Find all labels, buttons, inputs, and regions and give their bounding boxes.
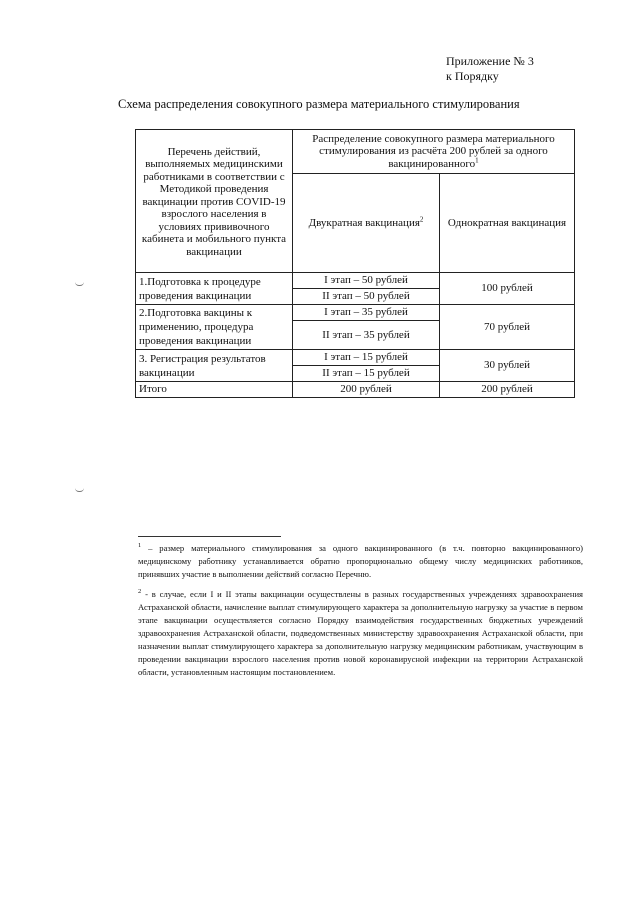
table-header-row (136, 130, 575, 174)
single-amount: 30 рублей (440, 350, 575, 382)
footnote-1-mark: 1 (138, 542, 142, 550)
footnote-2 (138, 588, 583, 679)
footnote-1-text: – размер материального стимулирования за одного вакцинированного (в т.ч. повторно вакцинированного) медицинскому работнику устанавливается обратно пропорционально общему числу медицинских работников, принявших участие в выполнении действий согласно Перечню. (138, 543, 583, 579)
footnote-1 (138, 542, 583, 581)
appendix-order: к Порядку (446, 69, 499, 83)
subheader-single-vaccination (440, 174, 575, 273)
stage-1-amount: I этап – 50 рублей (293, 273, 440, 289)
appendix-number: Приложение № 3 (446, 54, 534, 68)
row-action: 2.Подготовка вакцины к применению, процедура проведения вакцинации (136, 305, 293, 350)
row-action: 1.Подготовка к процедуре проведения вакцинации (136, 273, 293, 305)
distribution-table (135, 129, 575, 398)
subheader-single-text: Однократная вакцинация (447, 216, 567, 229)
row-action: 3. Регистрация результатов вакцинации (136, 350, 293, 382)
table-row (136, 350, 575, 366)
total-double: 200 рублей (293, 382, 440, 398)
stage-2-amount: II этап – 35 рублей (293, 321, 440, 350)
single-amount: 100 рублей (440, 273, 575, 305)
footnote-ref-2: 2 (419, 215, 424, 224)
scan-artifact-mark (75, 488, 84, 492)
header-actions-list (136, 130, 293, 273)
table-row (136, 273, 575, 289)
footnote-2-mark: 2 (138, 588, 142, 596)
total-label: Итого (136, 382, 293, 398)
header-distribution-text: Распределение совокупного размера материального стимулирования из расчёта 200 рублей за одного вакцинированного (312, 132, 555, 170)
header-actions-text: Перечень действий, выполняемых медицинскими работниками в соответствии с Методикой проведения вакцинации против COVID-19 взрослого населения в условиях прививочного кабинета и мобильного пункта вакцинации (141, 145, 287, 258)
table-row (136, 305, 575, 321)
subheader-double-vaccination (293, 174, 440, 273)
stage-2-amount: II этап – 50 рублей (293, 289, 440, 305)
stage-1-amount: I этап – 15 рублей (293, 350, 440, 366)
stage-2-amount: II этап – 15 рублей (293, 366, 440, 382)
header-distribution (293, 130, 575, 174)
scan-artifact-mark (75, 282, 84, 286)
footnote-ref-1: 1 (475, 156, 479, 165)
footnote-divider (138, 536, 281, 537)
table-total-row (136, 382, 575, 398)
stage-1-amount: I этап – 35 рублей (293, 305, 440, 321)
document-title: Схема распределения совокупного размера материального стимулирования (118, 97, 520, 111)
appendix-reference (446, 54, 534, 84)
footnote-2-text: - в случае, если I и II этапы вакцинации осуществлены в разных государственных учреждениях здравоохранения Астраханской области, начисление выплат стимулирующего характера за дополнительную нагрузку за участие в первом этапе вакцинации осуществляется согласно Порядку взаимодействия государственных бюджетных учреждений здравоохранения Астраханской области, подведомственных министерству здравоохранения Астраханской области, при назначении выплат стимулирующего характера за дополнительную нагрузку медицинским работникам, участвующим в проведении вакцинации взрослого населения против новой коронавирусной инфекции на территории Астраханской области, установленным настоящим постановлением. (138, 589, 583, 677)
total-single: 200 рублей (440, 382, 575, 398)
subheader-double-text: Двукратная вакцинация (308, 216, 420, 229)
single-amount: 70 рублей (440, 305, 575, 350)
